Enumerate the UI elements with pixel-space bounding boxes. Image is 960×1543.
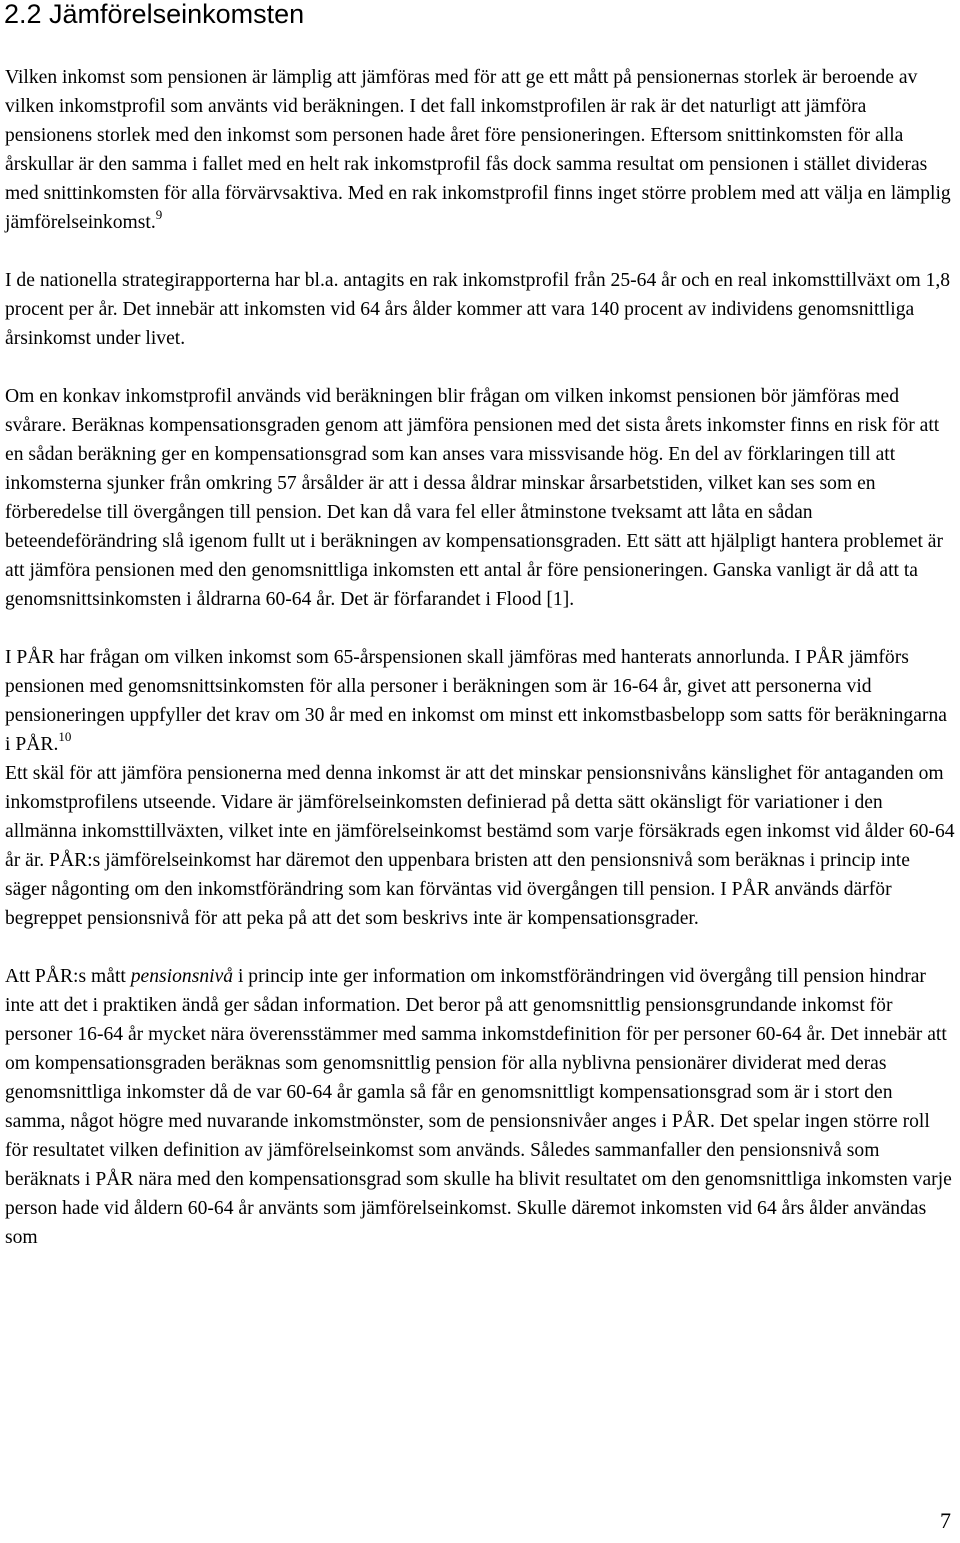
paragraph-2: I de nationella strategirapporterna har bl.a. antagits en rak inkomstprofil från 25-64 år och en real inkomsttillväxt om 1,8 procent per år. Det innebär att inkomsten vid 64 års ålder kommer att vara 140 procent av individens genomsnittliga årsinkomst under livet. (5, 270, 951, 349)
paragraph-4 (5, 643, 955, 933)
paragraph-5-italic-term: pensionsnivå (130, 966, 234, 987)
paragraph-5-text-a: Att PÅR:s mått (5, 966, 131, 987)
paragraph-3: Om en konkav inkomstprofil används vid beräkningen blir frågan om vilken inkomst pensionen bör jämföras med svårare. Beräknas kompensationsgraden genom att jämföra pensionen med det sista årets inkomster finns en risk för att en sådan beräkning ger en kompensationsgrad som kan anses vara missvisande hög. En del av förklaringen till att inkomsterna sjunker från omkring 57 årsålder är att i dessa åldrar minskar årsarbetstiden, vilket kan ses som en förberedelse till övergången till pension. Det kan då vara fel eller åtminstone tveksamt att låta en sådan beteendeförändring slå igenom fullt ut i beräkningen av kompensationsgraden. Ett sätt att hjälpligt hantera problemet är att jämföra pensionen med den genomsnittliga inkomsten ett antal år före pensioneringen. Ganska vanligt är då att ta genomsnittsinkomsten i åldrarna 60-64 år. Det är förfarandet i Flood [1]. (5, 386, 944, 610)
paragraph-4-text-b: Ett skäl för att jämföra pensionerna med denna inkomst är att det minskar pensionsnivåns känslighet för antaganden om inkomstprofilens utseende. Vidare är jämförelseinkomsten definierad på detta sätt okänsligt för variationer i den allmänna inkomsttillväxten, vilket inte en jämförelseinkomst bestämd som varje försäkrads egen inkomst vid ålder 60-64 år är. PÅR:s jämförelseinkomst har däremot den uppenbara bristen att den pensionsnivå som beräknas i princip inte säger någonting om den inkomstförändring som kan förväntas vid övergången till pension. I PÅR används därför begreppet pensionsnivå för att peka på att det som beskrivs inte är kompensationsgrader. (5, 763, 955, 929)
body-text (5, 63, 955, 1281)
section-heading: 2.2 Jämförelseinkomsten (4, 0, 305, 29)
paragraph-5-text-b: i princip inte ger information om inkomstförändringen vid övergång till pension hindrar inte att det i praktiken ändå ger sådan information. Det beror på att genomsnittlig pensionsgrundande inkomst för personer 16-64 år mycket nära överensstämmer med samma inkomstdefinition för per personer 60-64 år. Det innebär att om kompensationsgraden beräknas som genomsnittlig pension för alla nyblivna pensionärer dividerat med deras genomsnittliga inkomster då de var 60-64 år gamla så får en genomsnittligt kompensationsgrad som är i stort den samma, något högre med nuvarande inkomstmönster, som de pensionsnivåer anges i PÅR. Det spelar ingen större roll för resultatet vilken definition av jämförelseinkomst som används. Således sammanfaller den pensionsnivå som beräknats i PÅR nära med den kompensationsgrad som skulle ha blivit resultatet om den genomsnittliga inkomsten varje person hade vid åldern 60-64 år använts som jämförelseinkomst. Skulle däremot inkomsten vid 64 års ålder användas som (5, 966, 952, 1248)
footnote-ref-9[interactable]: 9 (155, 207, 163, 222)
page-number: 7 (940, 1508, 951, 1533)
paragraph-4-text-a: I PÅR har frågan om vilken inkomst som 65-årspensionen skall jämföras med hanterats annorlunda. I PÅR jämförs pensionen med genomsnittsinkomsten för alla personer i beräkningen som är 16-64 år, givet att personerna vid pensioneringen uppfyller det krav om 30 år med en inkomst om minst ett inkomstbasbelopp som satts för beräkningarna i PÅR. (5, 647, 947, 755)
paragraph-5 (5, 962, 955, 1252)
paragraph-1 (5, 63, 955, 237)
paragraph-1-text: Vilken inkomst som pensionen är lämplig att jämföras med för att ge ett mått på pensionernas storlek är beroende av vilken inkomstprofil som använts vid beräkningen. I det fall inkomstprofilen är rak är det naturligt att jämföra pensionens storlek med den inkomst som personen hade året före pensioneringen. Eftersom snittinkomsten för alla årskullar är den samma i fallet med en helt rak inkomstprofil fås dock samma resultat om pensionen i stället divideras med snittinkomsten för alla förvärvsaktiva. Med en rak inkomstprofil finns inget större problem med att välja en lämplig jämförelseinkomst. (5, 67, 951, 233)
footnote-ref-10[interactable]: 10 (58, 729, 72, 744)
